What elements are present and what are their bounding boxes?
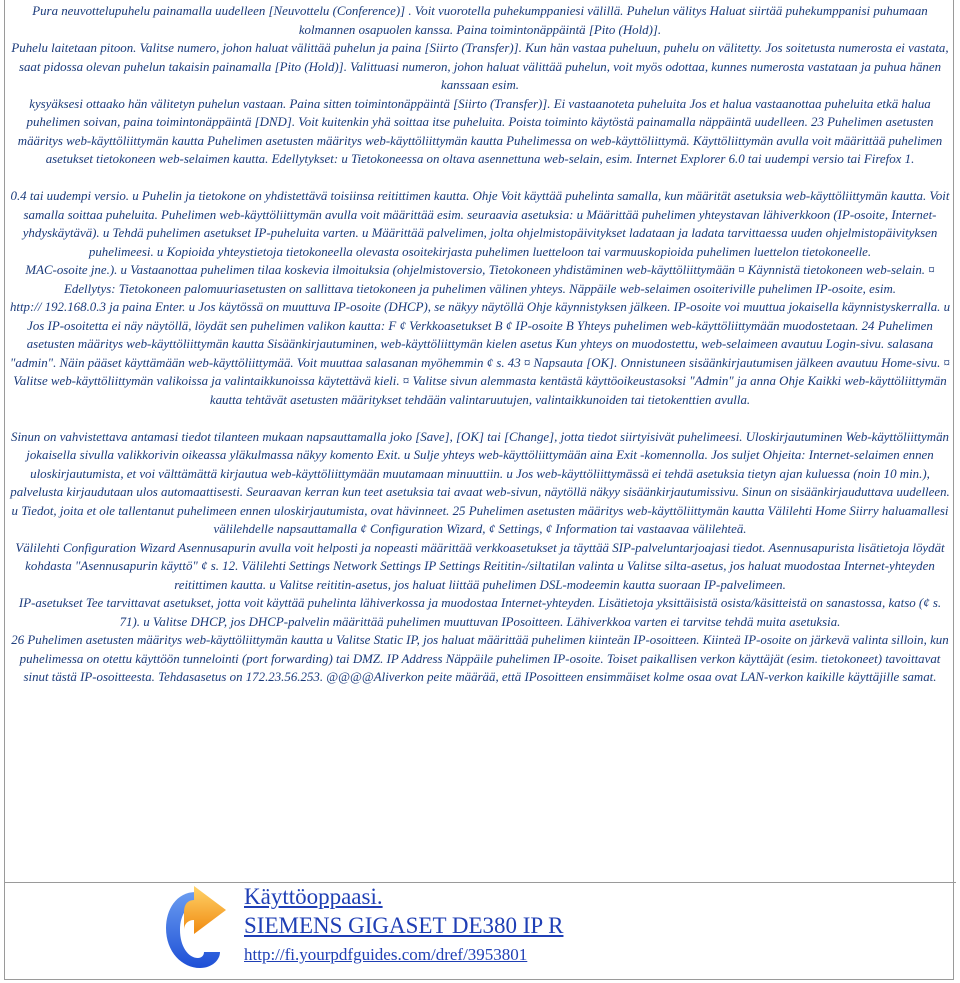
source-url-link[interactable]: http://fi.yourpdfguides.com/dref/3953801	[244, 945, 528, 964]
paragraph: http:// 192.168.0.3 ja paina Enter. u Jos käytössä on muuttuva IP-osoite (DHCP), se näkyy näytöllä Ohje käynnistyksen jälkeen. IP-osoite voi muuttua jokaisella käynnistyskerralla. u Jos IP-osoitetta ei näy näytöllä, löydät sen puhelimen valikon kautta: F ¢ Verkkoasetukset B ¢ IP-osoite B Yhteys puhelimen web-käyttöliittymään muodostetaan. 24 Puhelimen asetusten määritys web-käyttöliittymän kautta Sisäänkirjautuminen, web-käyttöliittymän kielen asetus Kun yhteys on muodostettu, web-selaimeen avautuu Login-sivu. salasana "admin". Näin pääset käyttämään web-käyttöliittymää. Voit muuttaa salasanan myöhemmin ¢ s. 43 ¤ Napsauta [OK]. Onnistuneen sisäänkirjautumisen jälkeen avautuu Home-sivu. ¤ Valitse web-käyttöliittymän valikoissa ja valintaikkunoissa käytettävä kieli. ¤ Valitse sivun alemmasta kentästä käyttöoikeustasoksi "Admin" ja anna Ohje Kaikki web-käyttöliittymän kautta tehtävät asetusten määritykset tehdään valintaruutujen, valintaikkunoiden tai tietokenttien avulla.	[9, 300, 951, 407]
paragraph: Pura neuvottelupuhelu painamalla uudelleen [Neuvottelu (Conference)] . Voit vuorotella puhekumppaniesi välillä. Puhelun välitys Haluat siirtää puhekumppanisi puhumaan kolmannen osapuolen kanssa. Paina toimintonäppäintä [Pito (Hold)].	[32, 4, 928, 37]
arrow-logo-icon	[160, 882, 232, 978]
paragraph: Välilehti Configuration Wizard Asennusapurin avulla voit helposti ja nopeasti määrittää verkkoasetukset ja täyttää SIP-palveluntarjoajasi tiedot. Asennusapurista lisätietoja löydät kohdasta "Asennusapurin käyttö" ¢ s. 12. Välilehti Settings Network Settings IP Settings Reititin-/siltatilan valinta u Valitse silta-asetus, jos haluat muodostaa Internet-yhteyden reitittimen kautta. u Valitse reititin-asetus, jos haluat liittää puhelimen DSL-modeemin kautta suoraan IP-palvelimeen.	[15, 540, 945, 592]
product-name-link[interactable]: SIEMENS GIGASET DE380 IP R	[244, 913, 564, 938]
paragraph: 26 Puhelimen asetusten määritys web-käyttöliittymän kautta u Valitse Static IP, jos haluat määrittää puhelimen kiinteän IP-osoitteen. Kiinteä IP-osoite on järkevä valinta silloin, kun puhelimessa on otettu käyttöön tunnelointi (port forwarding) tai DMZ. IP Address Näppäile puhelimen IP-osoite. Toiset paikallisen verkon käyttäjät (esim. tietokoneet) tavoittavat sinut tästä IP-osoitteesta. Tehdasasetus on 172.23.56.253. @@@@Aliverkon peite määrää, että IPosoitteen ensimmäiset kolme osaa ovat LAN-verkon kaikille käyttäjille samat.	[11, 633, 949, 684]
paragraph: kysyäksesi ottaako hän välitetyn puhelun vastaan. Paina sitten toimintonäppäintä [Siirto (Transfer)]. Ei vastaanoteta puheluita Jos et halua vastaanottaa puheluita etkä halua puhelimen soivan, paina toimintonäppäintä [DND]. Voit kuitenkin yhä soittaa itse puheluita. Poista toiminto käytöstä painamalla näppäintä uudelleen. 23 Puhelimen asetusten määritys web-käyttöliittymän kautta Puhelimen asetusten määritys web-käyttöliittymän kautta Puhelimessa on web-käyttöliittymä. Käyttöliittymän avulla voit määrittää puhelimen asetukset tietokoneen web-selaimen kautta. Edellytykset: u Tietokoneessa on oltava asennettuna web-selain, esim. Internet Explorer 6.0 tai uudempi versio tai Firefox 1.	[17, 96, 943, 166]
footer-links	[244, 882, 944, 966]
paragraph: IP-asetukset Tee tarvittavat asetukset, jotta voit käyttää puhelinta lähiverkossa ja muodostaa Internet-yhteyden. Lisätietoja yksittäisistä osista/käsitteistä on sanastossa, katso (¢ s. 71). u Valitse DHCP, jos DHCP-palvelin määrittää puhelimen muuttuvan IPosoitteen. Lähiverkkoa varten ei tarvitse tehdä muita asetuksia.	[18, 596, 942, 629]
paragraph: 0.4 tai uudempi versio. u Puhelin ja tietokone on yhdistettävä toisiinsa reitittimen kautta. Ohje Voit käyttää puhelinta samalla, kun määrität asetuksia web-käyttöliittymän kautta. Voit samalla soittaa puheluita. Puhelimen web-käyttöliittymän avulla voit määrittää esim. seuraavia asetuksia: u Määrittää puhelimen yhteystavan lähiverkkoon (IP-osoite, Internet- yhdyskäytävä). u Tehdä puhelimen asetukset IP-puheluita varten. u Määrittää palvelimen, jolta ohjelmistopäivitykset ladataan ja ladata tarvittaessa uuden ohjelmistopäivityksen puhelimeesi. u Kopioida yhteystietoja tietokoneella olevasta osoitekirjasta puhelimen luetteloon tai varmuuskopioida puhelimen luettelon tietokoneelle.	[10, 189, 950, 259]
paragraph: Puhelu laitetaan pitoon. Valitse numero, johon haluat välittää puhelun ja paina [Siirto (Transfer)]. Kun hän vastaa puheluun, puhelu on välitetty. Jos soitetusta numerosta ei vastata, saat pidossa olevan puhelun takaisin painamalla [Pito (Hold)]. Valittuasi numeron, johon haluat välittää puhelun, voit myös odottaa, kunnes numerosta vastataan ja puhua hänen kanssaan esim.	[11, 41, 949, 92]
paragraph: MAC-osoite jne.). u Vastaanottaa puhelimen tilaa koskevia ilmoituksia (ohjelmistoversio, Tietokoneen yhdistäminen web-käyttöliittymään ¤ Käynnistä tietokoneen web-selain. ¤ Edellytys: Tietokoneen palomuuriasetusten on sallittava tietokoneen ja puhelimen välinen yhteys. Näppäile web-selaimen osoiteriville puhelimen IP-osoite, esim.	[25, 263, 935, 296]
paragraph: Sinun on vahvistettava antamasi tiedot tilanteen mukaan napsauttamalla joko [Save], [OK] tai [Change], jotta tiedot siirtyisivät puhelimeesi. Uloskirjautuminen Web-käyttöliittymän jokaisella sivulla valikkorivin oikeassa yläkulmassa näkyy komento Exit. u Sulje yhteys web-käyttöliittymään aina Exit -komennolla. Jos suljet Ohjeita: Internet-selaimen ennen uloskirjautumista, et voi välttämättä kirjautua web-käyttöliittymään muutamaan minuuttiin. u Jos web-käyttöliittymässä ei tehdä asetuksia tietyn ajan kuluessa (noin 10 min.), palvelusta kirjaudutaan ulos automaattisesti. Seuraavan kerran kun teet asetuksia tai avaat web-sivun, näytöllä näkyy sisäänkirjautumissivu. Sinun on sisäänkirjauduttava uudelleen. u Tiedot, joita et ole tallentanut puhelimeen ennen uloskirjautumista, ovat hävinneet. 25 Puhelimen asetusten määritys web-käyttöliittymän kautta Välilehti Home Siirry haluamallesi välilehdelle napsauttamalla ¢ Configuration Wizard, ¢ Settings, ¢ Information tai vastaavaa välilehteä.	[10, 429, 950, 536]
document-body	[4, 2, 956, 882]
manual-title-link[interactable]: Käyttöoppaasi.	[244, 884, 383, 909]
